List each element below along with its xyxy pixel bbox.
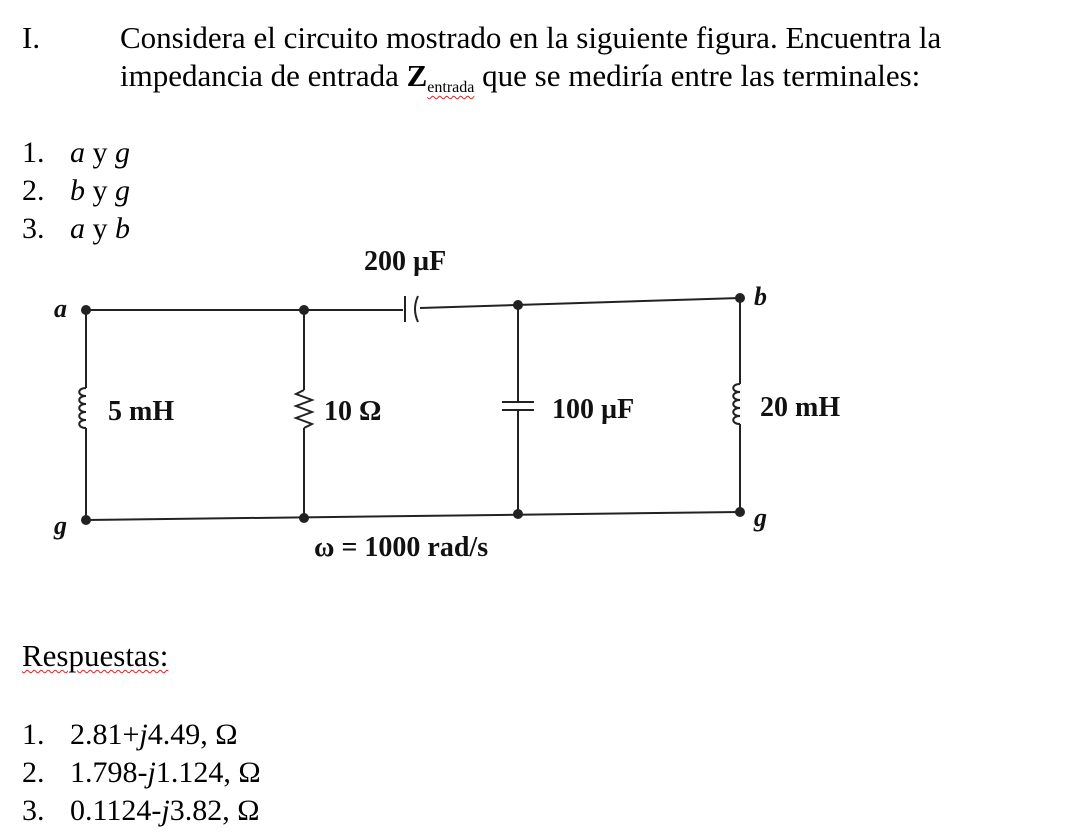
terminal-item: 3. a y b: [22, 212, 130, 245]
inductor-left-label: 5 mH: [108, 396, 175, 427]
question-line-2-before: impedancia de entrada: [120, 58, 407, 93]
question-number: I.: [22, 20, 41, 55]
node-a-label: a: [54, 294, 67, 323]
terminal-item: 1. a y g: [22, 136, 130, 169]
cap-top-plate-2: [415, 296, 418, 322]
node-a-dot: [81, 305, 91, 315]
node-top-dot-1: [299, 305, 309, 315]
z-symbol: Z: [406, 58, 428, 93]
answers-title: Respuestas:: [22, 638, 169, 673]
resistor-zigzag: [296, 390, 312, 428]
inductor-left-coil: [79, 388, 86, 428]
answer-item: 1. 2.81+j4.49, Ω: [22, 718, 238, 751]
wire-bottom: [86, 512, 740, 520]
cap-top-label: 200 µF: [364, 246, 447, 277]
answer-item: 2. 1.798-j1.124, Ω: [22, 756, 261, 789]
question-line-1: Considera el circuito mostrado en la siguiente figura. Encuentra la: [120, 20, 942, 55]
answer-item: 3. 0.1124-j3.82, Ω: [22, 794, 260, 827]
answers-list: [22, 716, 261, 830]
node-top-dot-2: [513, 300, 523, 310]
node-g-right-dot: [735, 507, 745, 517]
question-line-2-after: que se mediría entre las terminales:: [474, 58, 921, 93]
wire-top-right: [420, 298, 740, 308]
node-b-dot: [735, 293, 745, 303]
node-bottom-dot-2: [513, 509, 523, 519]
terminal-item: 2. b y g: [22, 174, 130, 207]
inductor-right-coil: [733, 384, 740, 424]
resistor-label: 10 Ω: [324, 396, 382, 427]
node-g-left-label: g: [54, 511, 67, 540]
z-subscript: entrada: [427, 79, 475, 96]
node-bottom-dot-1: [299, 513, 309, 523]
cap-mid-label: 100 µF: [552, 394, 635, 425]
omega-label: ω = 1000 rad/s: [314, 532, 489, 563]
inductor-right-label: 20 mH: [760, 392, 841, 423]
node-g-right-label: g: [754, 503, 767, 532]
node-g-left-dot: [81, 515, 91, 525]
node-b-label: b: [754, 282, 767, 311]
